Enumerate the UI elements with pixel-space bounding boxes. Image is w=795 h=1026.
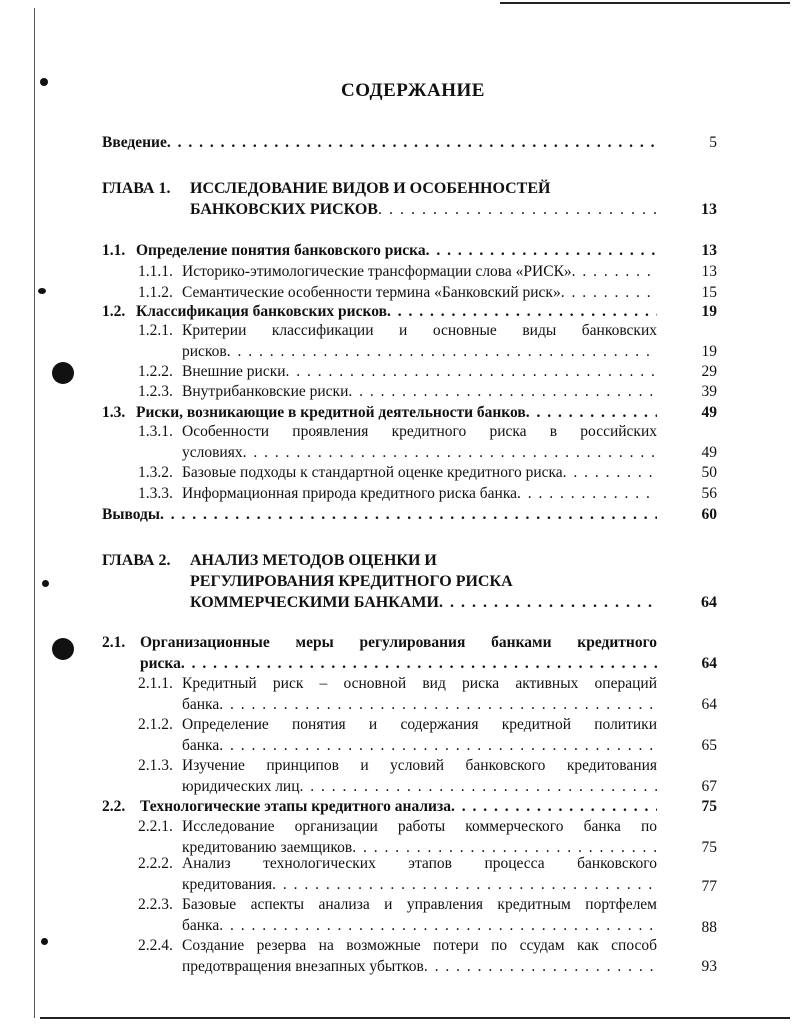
subsection-title-line2: условиях	[182, 444, 243, 461]
subsection-number: 1.1.2.	[138, 284, 173, 301]
toc-section-2-1	[102, 632, 717, 674]
chapter-number: ГЛАВА 1.	[102, 180, 171, 197]
subsection-title-line2: банка	[182, 917, 220, 934]
entry-label: Введение	[102, 134, 167, 151]
toc-chapter-2	[102, 550, 717, 613]
toc-subsection-2-1-2	[138, 714, 717, 756]
toc-subsection-2-1-3	[138, 755, 717, 797]
page-number: 75	[701, 798, 717, 815]
dot-leader	[517, 483, 657, 504]
toc-subsection-1-2-1	[138, 320, 717, 362]
section-title: Технологические этапы кредитного анализа	[140, 798, 451, 815]
page-number: 5	[709, 134, 717, 151]
entry-label: Выводы	[102, 506, 160, 523]
subsection-number: 2.2.1.	[138, 818, 173, 835]
section-number: 1.2.	[102, 303, 126, 320]
chapter-title-line3: КОММЕРЧЕСКИМИ БАНКАМИ	[190, 594, 439, 611]
scan-edge-bottom	[40, 1017, 790, 1019]
dot-leader	[378, 199, 657, 220]
toc-subsection-1-3-1	[138, 421, 717, 463]
subsection-number: 2.1.1.	[138, 675, 173, 692]
page-title: СОДЕРЖАНИЕ	[341, 80, 485, 101]
subsection-number: 2.2.3.	[138, 896, 173, 913]
page-number: 29	[701, 363, 717, 380]
subsection-number: 1.3.3.	[138, 485, 173, 502]
dot-leader	[219, 915, 657, 936]
dot-leader	[160, 504, 657, 525]
scan-edge-left	[34, 8, 35, 1018]
page-number: 93	[701, 958, 717, 975]
dot-leader	[572, 261, 657, 282]
section-number: 2.1.	[102, 634, 126, 651]
subsection-title-line1: Изучение принципов и условий банковского кредитования	[182, 757, 657, 774]
subsection-title-line2: кредитованию заемщиков	[182, 839, 353, 856]
subsection-title: Внешние риски	[182, 363, 286, 380]
page-number: 13	[701, 263, 717, 280]
subsection-title: Внутрибанковские риски	[182, 383, 349, 400]
section-title-line2: риска	[140, 655, 181, 672]
page-number: 60	[701, 506, 717, 523]
punch-hole-mark	[42, 580, 49, 587]
subsection-number: 2.1.2.	[138, 716, 173, 733]
toc-entry-conclusions	[102, 504, 717, 525]
punch-hole	[52, 362, 74, 384]
scan-edge-top	[500, 2, 790, 4]
dot-leader	[451, 796, 657, 817]
dot-leader	[387, 301, 657, 322]
dot-leader	[227, 341, 657, 362]
chapter-title-line2: БАНКОВСКИХ РИСКОВ	[190, 201, 378, 218]
subsection-title: Историко-этимологические трансформации слова «РИСК»	[182, 263, 572, 280]
page-number: 13	[701, 201, 717, 218]
section-title-line1: Организационные меры регулирования банками кредитного	[140, 634, 657, 651]
section-title: Классификация банковских рисков	[136, 303, 387, 320]
dot-leader	[424, 956, 657, 977]
toc-chapter-1	[102, 178, 717, 222]
subsection-number: 1.2.3.	[138, 383, 173, 400]
dot-leader	[272, 874, 657, 895]
subsection-title: Семантические особенности термина «Банковский риск»	[182, 284, 561, 301]
section-number: 2.2.	[102, 798, 126, 815]
dot-leader	[219, 735, 657, 756]
dot-leader	[286, 361, 657, 382]
chapter-number: ГЛАВА 2.	[102, 552, 171, 569]
toc-subsection-2-2-3	[138, 894, 717, 936]
dot-leader	[563, 462, 657, 483]
dot-leader	[561, 282, 657, 303]
subsection-title-line2: предотвращения внезапных убытков	[182, 958, 424, 975]
dot-leader	[167, 132, 657, 153]
toc-entry-introduction	[102, 132, 717, 153]
page-number: 56	[701, 485, 717, 502]
subsection-title-line1: Кредитный риск – основной вид риска активных операций	[182, 675, 657, 692]
dot-leader	[526, 402, 657, 423]
subsection-title-line2: юридических лиц	[182, 778, 300, 795]
punch-hole	[52, 638, 74, 660]
punch-hole-mark	[38, 288, 46, 294]
subsection-number: 1.3.1.	[138, 423, 173, 440]
page-number: 15	[701, 284, 717, 301]
page-number: 19	[701, 343, 717, 360]
page-number: 65	[701, 737, 717, 754]
page-number: 64	[701, 655, 717, 672]
dot-leader	[426, 240, 657, 261]
dot-leader	[439, 592, 657, 613]
subsection-number: 2.2.2.	[138, 855, 173, 872]
section-number: 1.1.	[102, 242, 126, 259]
subsection-title: Базовые подходы к стандартной оценке кредитного риска	[182, 464, 563, 481]
dot-leader	[348, 381, 657, 402]
subsection-title-line2: банка	[182, 696, 220, 713]
section-number: 1.3.	[102, 404, 126, 421]
subsection-title-line1: Создание резерва на возможные потери по ссудам как способ	[182, 937, 657, 954]
punch-hole-mark	[41, 938, 48, 945]
subsection-title-line1: Определение понятия и содержания кредитной политики	[182, 716, 657, 733]
section-title: Риски, возникающие в кредитной деятельности банков	[136, 404, 526, 421]
section-title: Определение понятия банковского риска	[136, 242, 426, 259]
page-number: 64	[701, 594, 717, 611]
chapter-title-line2: РЕГУЛИРОВАНИЯ КРЕДИТНОГО РИСКА	[190, 573, 513, 590]
chapter-title-line1: АНАЛИЗ МЕТОДОВ ОЦЕНКИ И	[190, 552, 437, 569]
chapter-title-line1: ИССЛЕДОВАНИЕ ВИДОВ И ОСОБЕННОСТЕЙ	[190, 180, 551, 197]
page-number: 13	[701, 242, 717, 259]
subsection-title-line1: Исследование организации работы коммерческого банка по	[182, 818, 657, 835]
toc-subsection-2-2-2	[138, 853, 717, 895]
toc-subsection-2-1-1	[138, 673, 717, 715]
subsection-number: 1.1.1.	[138, 263, 173, 280]
toc-subsection-2-2-4	[138, 935, 717, 977]
page-number: 64	[701, 696, 717, 713]
page-number: 39	[701, 383, 717, 400]
page-number: 77	[701, 878, 717, 895]
subsection-number: 1.2.1.	[138, 322, 173, 339]
dot-leader	[181, 653, 657, 674]
subsection-title-line1: Анализ технологических этапов процесса банковского	[182, 855, 657, 872]
page-number: 49	[701, 404, 717, 421]
subsection-title-line2: банка	[182, 737, 220, 754]
subsection-number: 1.2.2.	[138, 363, 173, 380]
subsection-number: 2.1.3.	[138, 757, 173, 774]
page-number: 67	[701, 778, 717, 795]
page-number: 50	[701, 464, 717, 481]
subsection-title-line1: Критерии классификации и основные виды банковских	[182, 322, 657, 339]
subsection-title-line2: рисков	[182, 343, 227, 360]
toc-subsection-2-2-1	[138, 816, 717, 858]
subsection-number: 2.2.4.	[138, 937, 173, 954]
subsection-title-line1: Базовые аспекты анализа и управления кредитным портфелем	[182, 896, 657, 913]
subsection-title-line1: Особенности проявления кредитного риска в российских	[182, 423, 657, 440]
subsection-title-line2: кредитования	[182, 876, 273, 893]
subsection-title: Информационная природа кредитного риска банка	[182, 485, 517, 502]
page-number: 75	[701, 839, 717, 856]
page-number: 49	[701, 444, 717, 461]
dot-leader	[219, 694, 657, 715]
subsection-number: 1.3.2.	[138, 464, 173, 481]
page-number: 19	[701, 303, 717, 320]
page-number: 88	[701, 919, 717, 936]
dot-leader	[243, 442, 657, 463]
dot-leader	[300, 776, 657, 797]
